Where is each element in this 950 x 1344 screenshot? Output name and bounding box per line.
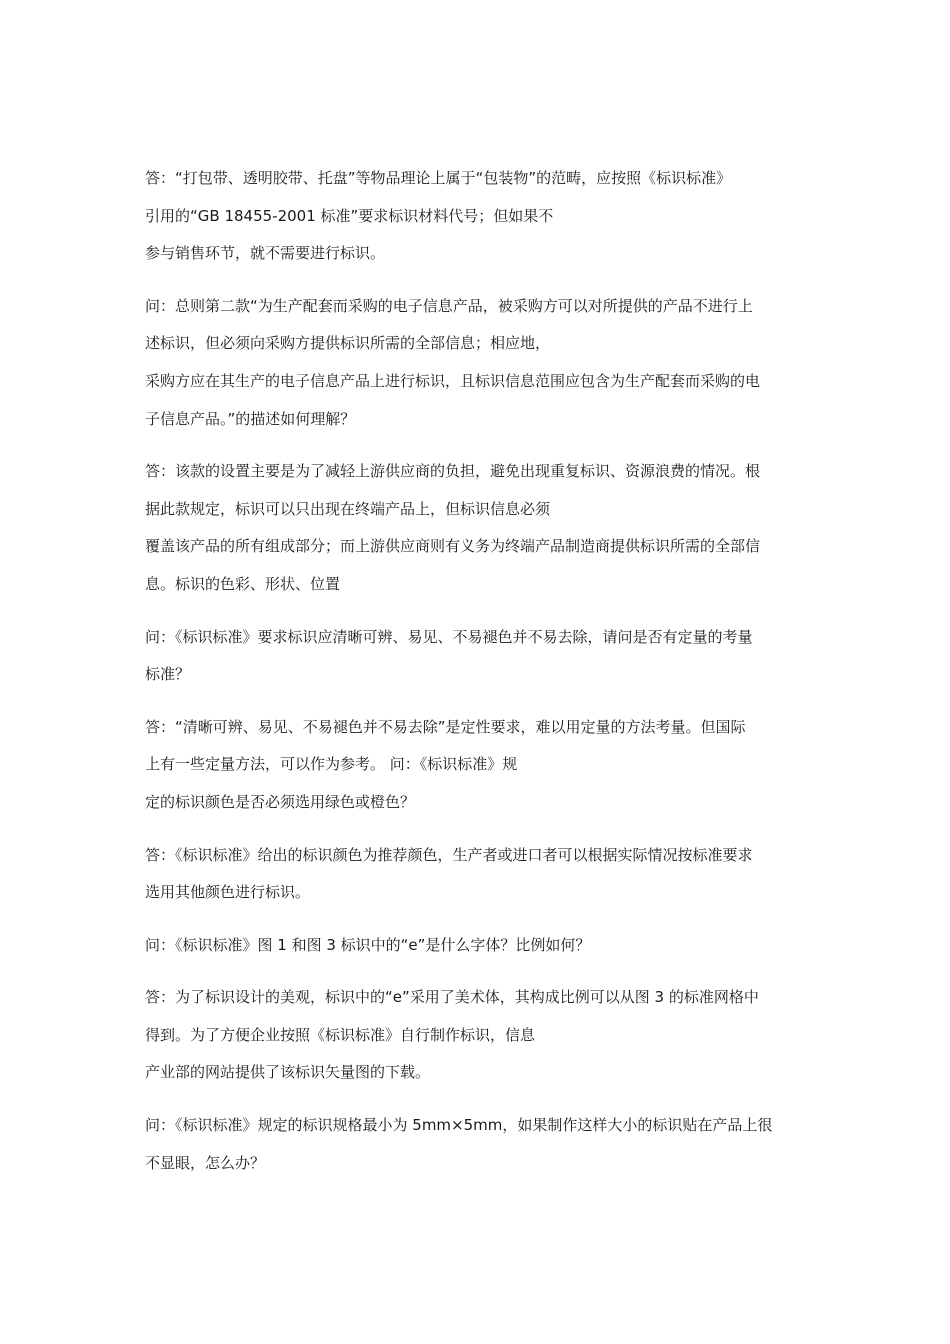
- answer-paragraph: [145, 160, 810, 273]
- question-paragraph: [145, 1107, 810, 1182]
- text-line: 答：《标识标准》给出的标识颜色为推荐颜色，生产者或进口者可以根据实际情况按标准要求: [145, 845, 753, 864]
- text-line: 引用的“GB 18455-2001 标准”要求标识材料代号；但如果不: [145, 206, 554, 225]
- text-line: 答：“清晰可辨、易见、不易褪色并不易去除”是定性要求，难以用定量的方法考量。但国际: [145, 717, 746, 736]
- text-line: 问：《标识标准》要求标识应清晰可辨、易见、不易褪色并不易去除，请问是否有定量的考量: [145, 627, 753, 646]
- text-line: 问：《标识标准》规定的标识规格最小为 5mm×5mm，如果制作这样大小的标识贴在产品上很: [145, 1116, 773, 1135]
- text-line: 据此款规定，标识可以只出现在终端产品上，但标识信息必须: [145, 499, 551, 518]
- text-line: 子信息产品。”的描述如何理解？: [145, 409, 356, 428]
- question-paragraph: [145, 927, 810, 965]
- text-line: 覆盖该产品的所有组成部分；而上游供应商则有义务为终端产品制造商提供标识所需的全部信: [145, 537, 761, 556]
- text-line: 产业部的网站提供了该标识矢量图的下载。: [145, 1063, 431, 1082]
- answer-paragraph: [145, 453, 810, 603]
- answer-paragraph: [145, 709, 810, 822]
- text-line: 息。标识的色彩、形状、位置: [145, 574, 341, 593]
- text-line: 答：为了标识设计的美观，标识中的“e”采用了美术体，其构成比例可以从图 3 的标准网格中: [145, 988, 759, 1007]
- text-line: 答：“打包带、透明胶带、托盘”等物品理论上属于“包装物”的范畴，应按照《标识标准》: [145, 169, 732, 187]
- answer-paragraph: [145, 979, 810, 1092]
- text-line: 问：总则第二款“为生产配套而采购的电子信息产品，被采购方可以对所提供的产品不进行上: [145, 296, 753, 315]
- text-line: 上有一些定量方法，可以作为参考。 问：《标识标准》规: [145, 755, 518, 774]
- text-line: 述标识，但必须向采购方提供标识所需的全部信息；相应地，: [145, 334, 551, 353]
- question-paragraph: [145, 619, 810, 694]
- text-line: 得到。为了方便企业按照《标识标准》自行制作标识，信息: [145, 1025, 536, 1044]
- answer-paragraph: [145, 837, 810, 912]
- document-body: [145, 160, 810, 1197]
- question-paragraph: [145, 288, 810, 438]
- text-line: 问：《标识标准》图 1 和图 3 标识中的“e”是什么字体？比例如何？: [145, 935, 591, 954]
- text-line: 标准？: [145, 665, 191, 684]
- text-line: 答：该款的设置主要是为了减轻上游供应商的负担，避免出现重复标识、资源浪费的情况。根: [145, 462, 761, 481]
- text-line: 选用其他颜色进行标识。: [145, 883, 311, 902]
- text-line: 参与销售环节，就不需要进行标识。: [145, 244, 386, 263]
- text-line: 不显眼，怎么办？: [145, 1153, 266, 1172]
- text-line: 采购方应在其生产的电子信息产品上进行标识，且标识信息范围应包含为生产配套而采购的电: [145, 371, 761, 390]
- text-line: 定的标识颜色是否必须选用绿色或橙色？: [145, 792, 416, 811]
